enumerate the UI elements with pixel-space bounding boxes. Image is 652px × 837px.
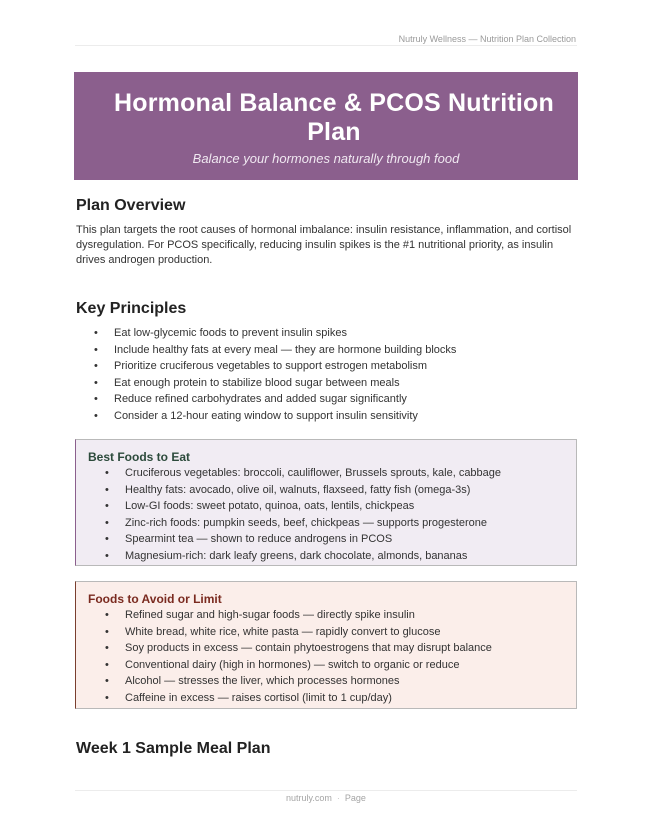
page-header: Nutruly Wellness — Nutrition Plan Collection (398, 34, 576, 44)
title-banner (74, 72, 578, 180)
footer-divider (75, 790, 577, 791)
avoid-foods-box (75, 581, 577, 709)
avoid-foods-title: Foods to Avoid or Limit (88, 592, 222, 606)
header-divider (75, 45, 577, 46)
meal-plan-heading: Week 1 Sample Meal Plan (76, 740, 271, 757)
list-item: • Low-GI foods: sweet potato, quinoa, oats, lentils, chickpeas (125, 498, 576, 515)
avoid-foods-list (125, 607, 576, 707)
list-item: • Cruciferous vegetables: broccoli, cauliflower, Brussels sprouts, kale, cabbage (125, 465, 576, 482)
footer-page-label: Page (344, 793, 366, 803)
overview-text: This plan targets the root causes of hormonal imbalance: insulin resistance, inflammation, and cortisol dysregulation. For PCOS specifically, reducing insulin spikes is the #1 nutritional priority, as insulin drives androgen production. (76, 224, 572, 266)
list-item: • Healthy fats: avocado, olive oil, walnuts, flaxseed, fatty fish (omega-3s) (125, 482, 576, 499)
best-foods-box (75, 439, 577, 566)
list-item: • Refined sugar and high-sugar foods — directly spike insulin (125, 607, 576, 624)
principles-heading: Key Principles (76, 300, 187, 317)
page-subtitle: Balance your hormones naturally through food (192, 151, 460, 166)
list-item: • Eat low-glycemic foods to prevent insulin spikes (114, 325, 456, 342)
list-item: • Include healthy fats at every meal — they are hormone building blocks (114, 342, 456, 359)
principles-list (114, 325, 456, 425)
page-footer (0, 793, 652, 803)
footer-separator: · (336, 793, 340, 803)
list-item: • Spearmint tea — shown to reduce androgens in PCOS (125, 531, 576, 548)
list-item: • Soy products in excess — contain phytoestrogens that may disrupt balance (125, 640, 576, 657)
list-item: • White bread, white rice, white pasta — rapidly convert to glucose (125, 624, 576, 641)
list-item: • Reduce refined carbohydrates and added sugar significantly (114, 391, 456, 408)
best-foods-list (125, 465, 576, 565)
footer-site: nutruly.com (286, 793, 332, 803)
list-item: • Zinc-rich foods: pumpkin seeds, beef, chickpeas — supports progesterone (125, 515, 576, 532)
list-item: • Prioritize cruciferous vegetables to support estrogen metabolism (114, 358, 456, 375)
list-item: • Magnesium-rich: dark leafy greens, dark chocolate, almonds, bananas (125, 548, 576, 565)
list-item: • Caffeine in excess — raises cortisol (limit to 1 cup/day) (125, 690, 576, 707)
list-item: • Conventional dairy (high in hormones) — switch to organic or reduce (125, 657, 576, 674)
best-foods-title: Best Foods to Eat (88, 450, 191, 464)
page-title: Hormonal Balance & PCOS Nutrition Plan (114, 89, 554, 146)
overview-heading: Plan Overview (76, 197, 186, 214)
list-item: • Alcohol — stresses the liver, which processes hormones (125, 673, 576, 690)
list-item: • Eat enough protein to stabilize blood sugar between meals (114, 375, 456, 392)
list-item: • Consider a 12-hour eating window to support insulin sensitivity (114, 408, 456, 425)
